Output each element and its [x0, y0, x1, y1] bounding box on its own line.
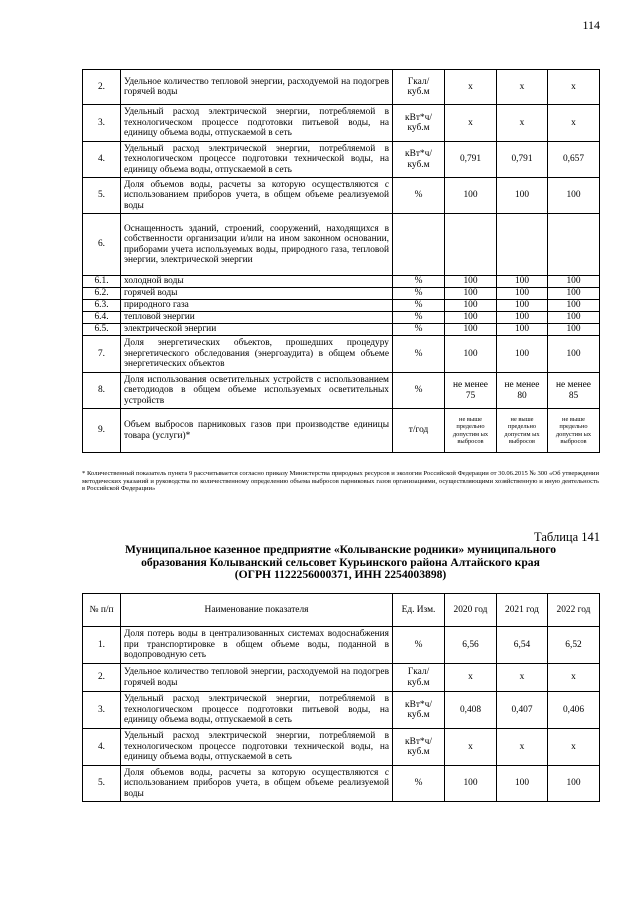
table-row — [83, 729, 600, 766]
value-cell: x — [497, 105, 548, 142]
row-number: 6.5. — [83, 324, 121, 336]
value-cell: 100 — [548, 312, 600, 324]
value-cell: x — [445, 105, 497, 142]
value-cell: 100 — [497, 178, 548, 214]
indicator-name: Оснащенность зданий, строений, сооружений, находящихся в собственности организации и/или на ином законном основании, приборами учета используемых воды, природного газа, тепловой энергии, электрической энергии — [121, 214, 393, 276]
value-cell: 100 — [445, 336, 497, 373]
header-number: № п/п — [83, 594, 121, 627]
value-cell: x — [497, 70, 548, 105]
value-cell — [548, 214, 600, 276]
page-number: 114 — [582, 18, 600, 32]
unit-cell: Гкал/ куб.м — [393, 664, 445, 692]
row-number: 4. — [83, 142, 121, 178]
value-cell: 100 — [445, 300, 497, 312]
value-cell: не выше предельно допустим ых выбросов — [445, 409, 497, 453]
row-number: 3. — [83, 692, 121, 729]
table-row — [83, 766, 600, 802]
unit-cell: кВт*ч/ куб.м — [393, 105, 445, 142]
indicator-name: Объем выбросов парниковых газов при производстве единицы товара (услуги)* — [121, 409, 393, 453]
value-cell: 100 — [497, 336, 548, 373]
indicator-name: Доля энергетических объектов, прошедших процедуру энергетического обследования (энергоаудита) в общем объеме энергетических объектов — [121, 336, 393, 373]
unit-cell: % — [393, 276, 445, 288]
row-number: 5. — [83, 766, 121, 802]
value-cell — [497, 214, 548, 276]
table-row — [83, 409, 600, 453]
indicator-name: Доля объемов воды, расчеты за которую осуществляются с использованием приборов учета, в общем объеме реализуемой воды — [121, 766, 393, 802]
header-row — [83, 594, 600, 627]
value-cell: 100 — [497, 766, 548, 802]
table-row — [83, 288, 600, 300]
table-row — [83, 692, 600, 729]
value-cell: 100 — [445, 178, 497, 214]
unit-cell: кВт*ч/ куб.м — [393, 729, 445, 766]
value-cell: 100 — [445, 324, 497, 336]
unit-cell: % — [393, 766, 445, 802]
value-cell: 100 — [548, 336, 600, 373]
header-2020: 2020 год — [445, 594, 497, 627]
value-cell: 6,56 — [445, 627, 497, 664]
unit-cell: % — [393, 627, 445, 664]
organization-title — [82, 544, 599, 582]
value-cell: x — [548, 70, 600, 105]
value-cell: 0,407 — [497, 692, 548, 729]
table-number: Таблица 141 — [534, 530, 600, 544]
table-row — [83, 373, 600, 409]
unit-cell: % — [393, 312, 445, 324]
title-line: (ОГРН 1122256000371, ИНН 2254003898) — [234, 568, 447, 582]
value-cell: 100 — [445, 766, 497, 802]
footnote: * Количественный показатель пункта 9 рассчитывается согласно приказу Министерства природных ресурсов и экологии Российской Федерации от 30.06.2015 № 300 «Об утверждении методических указаний и руководства по количественному определению объема выбросов парниковых газов организациями, осуществляющими хозяйственную и иную деятельность в Российской Федерации» — [82, 470, 599, 493]
indicator-name: горячей воды — [121, 288, 393, 300]
value-cell: 100 — [445, 312, 497, 324]
row-number: 6. — [83, 214, 121, 276]
value-cell: 6,54 — [497, 627, 548, 664]
value-cell: 100 — [445, 276, 497, 288]
indicator-name: Удельный расход электрической энергии, потребляемой в технологическом процессе подготовки питьевой воды, на единицу объема воды, отпускаемой в сеть — [121, 692, 393, 729]
value-cell: 100 — [548, 288, 600, 300]
value-cell: 100 — [548, 178, 600, 214]
table-row — [83, 627, 600, 664]
value-cell: x — [548, 729, 600, 766]
unit-cell: % — [393, 178, 445, 214]
table-row — [83, 178, 600, 214]
unit-cell: кВт*ч/ куб.м — [393, 142, 445, 178]
row-number: 6.4. — [83, 312, 121, 324]
value-cell: не выше предельно допустим ых выбросов — [548, 409, 600, 453]
table-row — [83, 300, 600, 312]
row-number: 2. — [83, 70, 121, 105]
row-number: 6.1. — [83, 276, 121, 288]
value-cell: x — [445, 664, 497, 692]
value-cell: не менее 80 — [497, 373, 548, 409]
value-cell: 100 — [497, 288, 548, 300]
value-cell: 100 — [548, 324, 600, 336]
indicators-table-141 — [82, 593, 600, 802]
row-number: 3. — [83, 105, 121, 142]
value-cell — [445, 214, 497, 276]
unit-cell: % — [393, 324, 445, 336]
row-number: 4. — [83, 729, 121, 766]
value-cell: 100 — [548, 276, 600, 288]
value-cell: x — [548, 664, 600, 692]
value-cell: не выше предельно допустим ых выбросов — [497, 409, 548, 453]
value-cell: 100 — [445, 288, 497, 300]
value-cell: 0,408 — [445, 692, 497, 729]
table-row — [83, 142, 600, 178]
table-row — [83, 276, 600, 288]
row-number: 9. — [83, 409, 121, 453]
value-cell: 100 — [497, 300, 548, 312]
indicator-name: тепловой энергии — [121, 312, 393, 324]
indicator-name: Доля объемов воды, расчеты за которую осуществляются с использованием приборов учета, в общем объеме реализуемой воды — [121, 178, 393, 214]
indicator-name: Доля потерь воды в централизованных системах водоснабжения при транспортировке в общем объеме воды, поданной в водопроводную сеть — [121, 627, 393, 664]
row-number: 5. — [83, 178, 121, 214]
header-2022: 2022 год — [548, 594, 600, 627]
value-cell: 6,52 — [548, 627, 600, 664]
row-number: 1. — [83, 627, 121, 664]
indicators-table-continued — [82, 69, 600, 453]
table-row — [83, 312, 600, 324]
indicator-name: холодной воды — [121, 276, 393, 288]
row-number: 7. — [83, 336, 121, 373]
unit-cell: % — [393, 336, 445, 373]
unit-cell: % — [393, 300, 445, 312]
unit-cell: кВт*ч/ куб.м — [393, 692, 445, 729]
indicator-name: Удельное количество тепловой энергии, расходуемой на подогрев горячей воды — [121, 70, 393, 105]
row-number: 2. — [83, 664, 121, 692]
value-cell: 100 — [497, 276, 548, 288]
row-number: 8. — [83, 373, 121, 409]
indicator-name: Удельный расход электрической энергии, потребляемой в технологическом процессе подготовки технической воды, на единицу объема воды, отпускаемой в сеть — [121, 729, 393, 766]
row-number: 6.3. — [83, 300, 121, 312]
unit-cell: т/год — [393, 409, 445, 453]
table-row — [83, 336, 600, 373]
table-row — [83, 214, 600, 276]
indicator-name: Удельный расход электрической энергии, потребляемой в технологическом процессе подготовки питьевой воды, на единицу объема воды, отпускаемой в сеть — [121, 105, 393, 142]
title-line: Муниципальное казенное предприятие «Колыванские родники» муниципального — [124, 543, 557, 556]
unit-cell: % — [393, 288, 445, 300]
unit-cell: Гкал/ куб.м — [393, 70, 445, 105]
indicator-name: Удельное количество тепловой энергии, расходуемой на подогрев горячей воды — [121, 664, 393, 692]
indicator-name: Доля использования осветительных устройств с использованием светодиодов в общем объеме используемых осветительных устройств — [121, 373, 393, 409]
header-name: Наименование показателя — [121, 594, 393, 627]
value-cell: x — [548, 105, 600, 142]
value-cell: x — [445, 729, 497, 766]
table-row — [83, 664, 600, 692]
table-row — [83, 70, 600, 105]
value-cell: не менее 85 — [548, 373, 600, 409]
table-row — [83, 105, 600, 142]
value-cell: не менее 75 — [445, 373, 497, 409]
unit-cell: % — [393, 373, 445, 409]
indicator-name: Удельный расход электрической энергии, потребляемой в технологическом процессе подготовки технической воды, на единицу объема воды, отпускаемой в сеть — [121, 142, 393, 178]
value-cell: 0,406 — [548, 692, 600, 729]
value-cell: 100 — [497, 324, 548, 336]
value-cell: 100 — [548, 766, 600, 802]
value-cell: 100 — [497, 312, 548, 324]
indicator-name: природного газа — [121, 300, 393, 312]
value-cell: 0,791 — [445, 142, 497, 178]
value-cell: x — [445, 70, 497, 105]
header-unit: Ед. Изм. — [393, 594, 445, 627]
value-cell: x — [497, 664, 548, 692]
header-2021: 2021 год — [497, 594, 548, 627]
row-number: 6.2. — [83, 288, 121, 300]
value-cell: 100 — [548, 300, 600, 312]
value-cell: 0,657 — [548, 142, 600, 178]
table-row — [83, 324, 600, 336]
indicator-name: электрической энергии — [121, 324, 393, 336]
unit-cell — [393, 214, 445, 276]
value-cell: 0,791 — [497, 142, 548, 178]
title-line: образования Колыванский сельсовет Курьинского района Алтайского края — [141, 555, 540, 569]
value-cell: x — [497, 729, 548, 766]
